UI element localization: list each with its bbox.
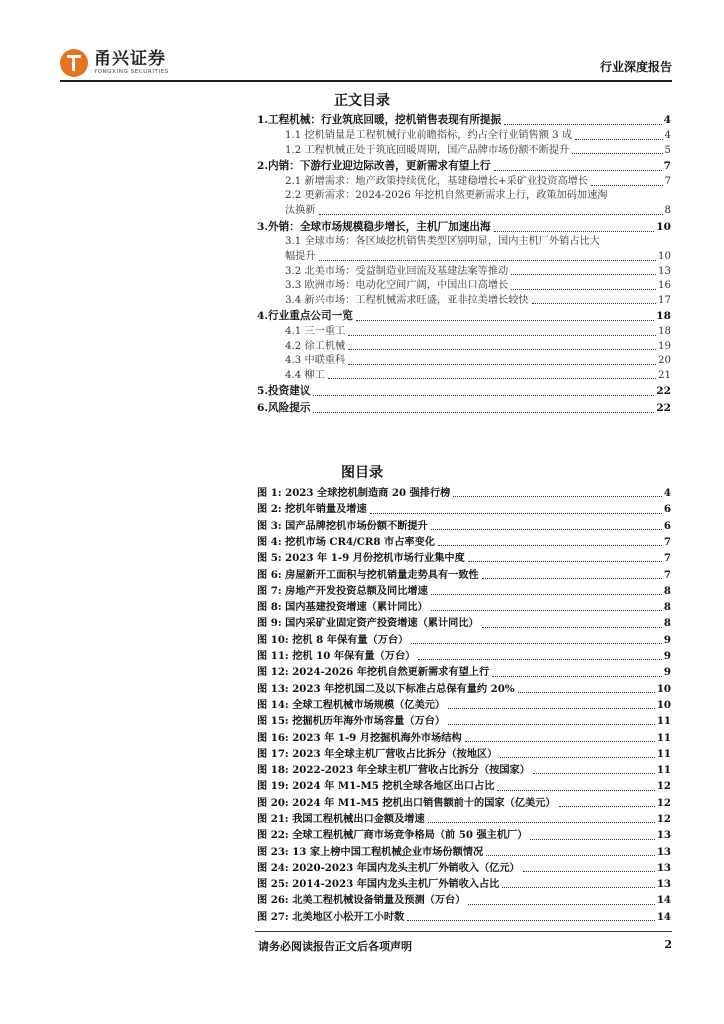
dot-leader	[438, 545, 662, 546]
logo-mark-icon	[60, 49, 88, 77]
entry-page: 16	[658, 280, 671, 292]
figure-entry[interactable]	[257, 696, 671, 712]
toc-entry[interactable]	[257, 384, 671, 399]
dot-leader	[407, 920, 655, 921]
entry-text: 1.2 工程机械正处于筑底回暖周期，国产品牌市场份额不断提升	[285, 144, 570, 156]
toc-list	[257, 111, 671, 416]
dot-leader	[482, 578, 662, 579]
entry-page: 13	[656, 829, 671, 842]
entry-text: 图 1: 2023 全球挖机制造商 20 强排行榜	[257, 487, 451, 500]
entry-text: 5.投资建议	[257, 385, 311, 398]
dot-leader	[575, 139, 662, 140]
company-logo	[60, 48, 169, 78]
entry-text: 图 23: 13 家上榜中国工程机械企业市场份额情况	[257, 845, 484, 858]
toc-entry[interactable]	[257, 220, 671, 235]
entry-page: 8	[663, 617, 671, 630]
entry-text: 4.行业重点公司一览	[257, 310, 353, 323]
entry-page: 6	[663, 519, 671, 532]
dot-leader	[492, 676, 662, 677]
dot-leader	[465, 741, 655, 742]
dot-leader	[468, 561, 662, 562]
dot-leader	[482, 627, 662, 628]
dot-leader	[356, 320, 654, 321]
entry-continuation[interactable]	[285, 203, 671, 218]
dot-leader	[532, 303, 656, 304]
entry-text: 幅提升	[285, 251, 316, 263]
dot-leader	[319, 214, 663, 215]
entry-text: 图 20: 2024 年 M1-M5 挖机出口销售额前十的国家（亿美元）	[257, 796, 556, 809]
entry-text: 图 7: 房地产开发投资总额及同比增速	[257, 584, 428, 597]
toc-entry[interactable]	[257, 113, 671, 128]
entry-page: 13	[658, 265, 671, 277]
dot-leader	[431, 529, 662, 530]
dot-leader	[431, 594, 662, 595]
entry-page: 7	[664, 176, 671, 188]
entry-text: 图 2: 挖机年销量及增速	[257, 503, 367, 516]
entry-page: 7	[663, 552, 671, 565]
toc-entry[interactable]	[257, 309, 671, 324]
toc-entry[interactable]	[257, 353, 671, 368]
entry-page: 5	[664, 144, 671, 156]
entry-page: 22	[656, 385, 671, 398]
entry-text: 图 17: 2023 年全球主机厂营收占比拆分（按地区）	[257, 747, 498, 760]
entry-text: 图 8: 国内基建投资增速（累计同比）	[257, 601, 428, 614]
dot-leader	[559, 806, 655, 807]
dot-leader	[453, 496, 662, 497]
entry-page: 17	[658, 294, 671, 306]
figures-title: 图目录	[341, 465, 383, 481]
entry-page: 12	[656, 780, 671, 793]
dot-leader	[313, 395, 654, 396]
entry-text: 图 6: 房屋新开工面积与挖机销量走势具有一致性	[257, 568, 479, 581]
entry-text: 3.2 北美市场：受益制造业回流及基建法案等推动	[285, 265, 509, 277]
entry-page: 6	[663, 503, 671, 516]
entry-page: 10	[656, 698, 671, 711]
figure-entry[interactable]	[257, 843, 671, 859]
entry-page: 14	[656, 910, 671, 923]
entry-text: 4.3 中联重科	[285, 355, 346, 367]
dot-leader	[518, 692, 655, 693]
dot-leader	[328, 378, 656, 379]
entry-text: 3.4 新兴市场：工程机械需求旺盛，亚非拉美增长较快	[285, 294, 529, 306]
page-header	[60, 48, 672, 82]
dot-leader	[572, 153, 662, 154]
toc-entry[interactable]	[257, 278, 671, 293]
dot-leader	[502, 887, 654, 888]
entry-page: 22	[656, 402, 671, 415]
entry-text: 1.工程机械：行业筑底回暖，挖机销售表现有所提振	[257, 114, 502, 127]
entry-text: 4.2 徐工机械	[285, 340, 346, 352]
dot-leader	[448, 708, 655, 709]
entry-page: 7	[663, 568, 671, 581]
entry-text: 1.1 挖机销量是工程机械行业前瞻指标，约占全行业销售额 3 成	[285, 130, 573, 142]
entry-page: 12	[656, 796, 671, 809]
entry-text: 图 24: 2020-2023 年国内龙头主机厂外销收入（亿元）	[257, 861, 520, 874]
entry-text: 图 11: 挖机 10 年保有量（万台）	[257, 650, 416, 663]
toc-title: 正文目录	[334, 93, 390, 109]
dot-leader	[591, 185, 662, 186]
entry-page: 10	[656, 220, 671, 233]
entry-text: 图 18: 2022-2023 年全球主机厂营收占比拆分（按国家）	[257, 764, 530, 777]
entry-text: 图 12: 2024-2026 年挖机自然更新需求有望上行	[257, 666, 490, 679]
header-divider	[60, 80, 672, 82]
logo-name-cn: 甬兴证券	[94, 48, 166, 69]
entry-page: 8	[663, 584, 671, 597]
report-type-label: 行业深度报告	[599, 60, 672, 74]
entry-text: 2.2 更新需求：2024-2026 年挖机自然更新需求上行，政策加码加速淘	[285, 189, 608, 201]
footer-disclaimer: 请务必阅读报告正文后各项声明	[258, 940, 412, 953]
entry-text: 图 25: 2014-2023 年国内龙头主机厂外销收入占比	[257, 878, 500, 891]
entry-page: 11	[656, 715, 671, 728]
entry-text: 3.3 欧洲市场：电动化空间广阔，中国出口高增长	[285, 280, 509, 292]
entry-page: 9	[663, 666, 671, 679]
figure-entry[interactable]	[257, 598, 671, 614]
entry-text: 图 3: 国产品牌挖机市场份额不断提升	[257, 519, 428, 532]
entry-page: 4	[664, 130, 671, 142]
figure-entry[interactable]	[257, 647, 671, 663]
entry-page: 8	[664, 205, 671, 217]
figure-entry[interactable]	[257, 810, 671, 826]
dot-leader	[504, 124, 662, 125]
entry-text: 2.内销：下游行业迎边际改善，更新需求有望上行	[257, 160, 491, 173]
dot-leader	[448, 724, 655, 725]
toc-entry[interactable]	[257, 324, 671, 339]
dot-leader	[533, 773, 655, 774]
entry-page: 9	[663, 633, 671, 646]
entry-text: 6.风险提示	[257, 402, 311, 415]
entry-page: 9	[663, 650, 671, 663]
entry-page: 13	[656, 861, 671, 874]
dot-leader	[319, 260, 656, 261]
figure-entry[interactable]	[257, 484, 671, 500]
entry-page: 19	[658, 340, 671, 352]
entry-page: 11	[656, 764, 671, 777]
entry-text: 图 16: 2023 年 1-9 月挖掘机海外市场结构	[257, 731, 462, 744]
dot-leader	[486, 855, 655, 856]
dot-leader	[348, 335, 656, 336]
figure-entry[interactable]	[257, 582, 671, 598]
figure-entry[interactable]	[257, 908, 671, 924]
dot-leader	[494, 170, 662, 171]
figure-entry[interactable]	[257, 712, 671, 728]
entry-text: 3.1 全球市场：各区域挖机销售类型区别明显，国内主机厂外销占比大	[285, 235, 600, 247]
entry-text: 图 9: 国内采矿业固定资产投资增速（累计同比）	[257, 617, 479, 630]
entry-text: 图 4: 挖机市场 CR4/CR8 市占率变化	[257, 535, 435, 548]
entry-page: 10	[656, 682, 671, 695]
dot-leader	[348, 349, 656, 350]
toc-entry[interactable]	[257, 189, 671, 218]
entry-page: 21	[658, 369, 671, 381]
entry-page: 4	[663, 114, 671, 127]
entry-text: 图 19: 2024 年 M1-M5 挖机全球各地区出口占比	[257, 780, 495, 793]
figure-entry[interactable]	[257, 517, 671, 533]
toc-entry[interactable]	[257, 143, 671, 158]
figure-entry[interactable]	[257, 728, 671, 744]
entry-page: 11	[656, 747, 671, 760]
dot-leader	[313, 412, 654, 413]
entry-continuation[interactable]	[285, 249, 671, 264]
entry-text: 图 13: 2023 年挖机国二及以下标准占总保有量约 20%	[257, 682, 515, 695]
entry-text: 图 5: 2023 年 1-9 月份挖机市场行业集中度	[257, 552, 465, 565]
figure-entry[interactable]	[257, 745, 671, 761]
dot-leader	[348, 364, 656, 365]
entry-page: 4	[663, 487, 671, 500]
dot-leader	[468, 904, 654, 905]
figure-entry[interactable]	[257, 794, 671, 810]
entry-page: 18	[656, 310, 671, 323]
dot-leader	[511, 274, 656, 275]
entry-page: 11	[656, 731, 671, 744]
figure-entry[interactable]	[257, 614, 671, 630]
entry-page: 20	[658, 355, 671, 367]
entry-text: 图 14: 全球工程机械市场规模（亿美元）	[257, 698, 446, 711]
dot-leader	[418, 659, 662, 660]
entry-text: 图 21: 我国工程机械出口金额及增速	[257, 812, 425, 825]
figure-entry[interactable]	[257, 631, 671, 647]
footer-divider	[255, 931, 672, 932]
page-number: 2	[664, 938, 672, 951]
entry-page: 12	[656, 812, 671, 825]
figure-entry[interactable]	[257, 761, 671, 777]
entry-page: 7	[663, 535, 671, 548]
entry-text: 汰换新	[285, 205, 316, 217]
dot-leader	[530, 839, 654, 840]
dot-leader	[511, 289, 656, 290]
toc-entry[interactable]	[257, 174, 671, 189]
figure-entry[interactable]	[257, 680, 671, 696]
figures-list	[257, 484, 671, 924]
toc-entry[interactable]	[257, 235, 671, 264]
entry-text: 图 27: 北美地区小松开工小时数	[257, 910, 405, 923]
figure-entry[interactable]	[257, 533, 671, 549]
toc-entry[interactable]	[257, 368, 671, 383]
entry-text: 图 15: 挖掘机历年海外市场容量（万台）	[257, 715, 446, 728]
toc-entry[interactable]	[257, 264, 671, 279]
figure-entry[interactable]	[257, 500, 671, 516]
entry-text: 图 26: 北美工程机械设备销量及预测（万台）	[257, 894, 466, 907]
dot-leader	[494, 231, 655, 232]
toc-entry[interactable]	[257, 401, 671, 416]
entry-page: 13	[656, 878, 671, 891]
dot-leader	[411, 643, 662, 644]
entry-page: 7	[663, 160, 671, 173]
figure-entry[interactable]	[257, 777, 671, 793]
figure-entry[interactable]	[257, 826, 671, 842]
figure-entry[interactable]	[257, 663, 671, 679]
figure-entry[interactable]	[257, 891, 671, 907]
toc-entry[interactable]	[257, 159, 671, 174]
entry-page: 10	[658, 251, 671, 263]
entry-page: 13	[656, 845, 671, 858]
dot-leader	[428, 822, 655, 823]
entry-text: 4.1 三一重工	[285, 326, 346, 338]
toc-entry[interactable]	[257, 293, 671, 308]
dot-leader	[497, 790, 654, 791]
figure-entry[interactable]	[257, 565, 671, 581]
toc-entry[interactable]	[257, 128, 671, 143]
dot-leader	[523, 871, 655, 872]
toc-entry[interactable]	[257, 339, 671, 354]
dot-leader	[500, 757, 655, 758]
entry-text: 4.4 柳工	[285, 369, 325, 381]
dot-leader	[431, 610, 662, 611]
dot-leader	[370, 513, 662, 514]
entry-text: 图 22: 全球工程机械厂商市场竞争格局（前 50 强主机厂）	[257, 829, 528, 842]
figure-entry[interactable]	[257, 875, 671, 891]
entry-page: 18	[658, 326, 671, 338]
entry-text: 2.1 新增需求：地产政策持续优化，基建稳增长+采矿业投资高增长	[285, 176, 589, 188]
entry-text: 3.外销：全球市场规模稳步增长，主机厂加速出海	[257, 220, 491, 233]
entry-page: 14	[656, 894, 671, 907]
figure-entry[interactable]	[257, 859, 671, 875]
logo-name-en: YONGXING SECURITIES	[94, 68, 169, 75]
entry-text: 图 10: 挖机 8 年保有量（万台）	[257, 633, 409, 646]
entry-page: 8	[663, 601, 671, 614]
figure-entry[interactable]	[257, 549, 671, 565]
